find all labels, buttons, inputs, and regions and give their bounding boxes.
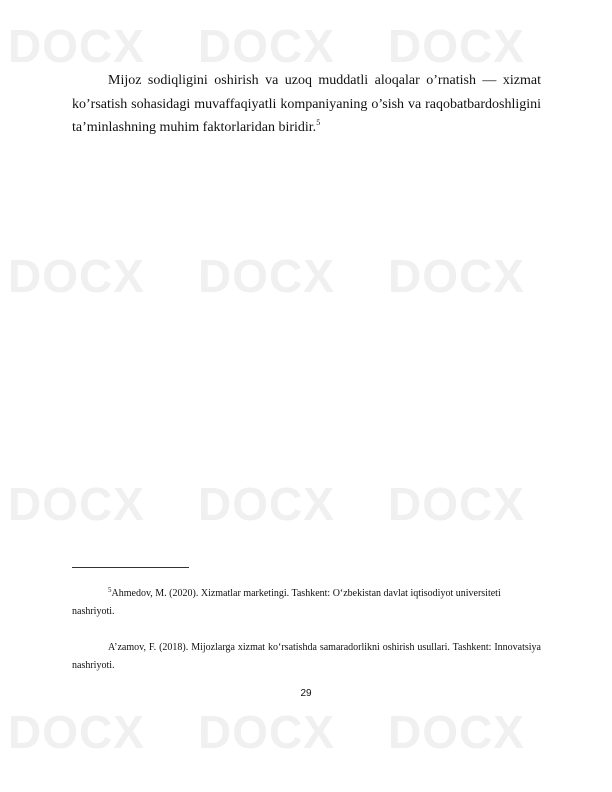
watermark-text: DOCX (8, 250, 145, 302)
watermark-text: DOCX (8, 478, 145, 530)
footnote (72, 639, 541, 675)
page-number: 29 (300, 688, 312, 699)
watermark-text: DOCX (8, 706, 145, 758)
footnote-reference[interactable]: 5 (316, 118, 321, 127)
watermark-text: DOCX (388, 478, 525, 530)
watermark-text: DOCX (388, 250, 525, 302)
watermark-text: DOCX (8, 20, 145, 72)
footnote-text: A’zamov, F. (2018). Mijozlarga xizmat ko‘rsatishda samaradorlikni oshirish usullari. Tashkent: Innovatsiya nashriyoti. (72, 642, 541, 671)
watermark-text: DOCX (388, 706, 525, 758)
watermark-text: DOCX (388, 20, 525, 72)
watermark-text: DOCX (198, 706, 335, 758)
body-paragraph (72, 69, 541, 140)
watermark-text: DOCX (198, 20, 335, 72)
watermark-text: DOCX (198, 478, 335, 530)
paragraph-text: Mijoz sodiqligini oshirish va uzoq muddatli aloqalar o’rnatish — xizmat ko’rsatish sohasidagi muvaffaqiyatli kompaniyaning o’sish va raqobatbardoshligini ta’minlashning muhim faktorlaridan biridir. (72, 73, 541, 135)
footnote-text: Ahmedov, M. (2020). Xizmatlar marketingi. Tashkent: O‘zbekistan davlat iqtisodiyot universiteti nashriyoti. (72, 588, 501, 617)
footnote-marker: 5 (108, 586, 112, 594)
footnote (72, 585, 541, 621)
footnote-separator (72, 567, 189, 568)
watermark-text: DOCX (198, 250, 335, 302)
